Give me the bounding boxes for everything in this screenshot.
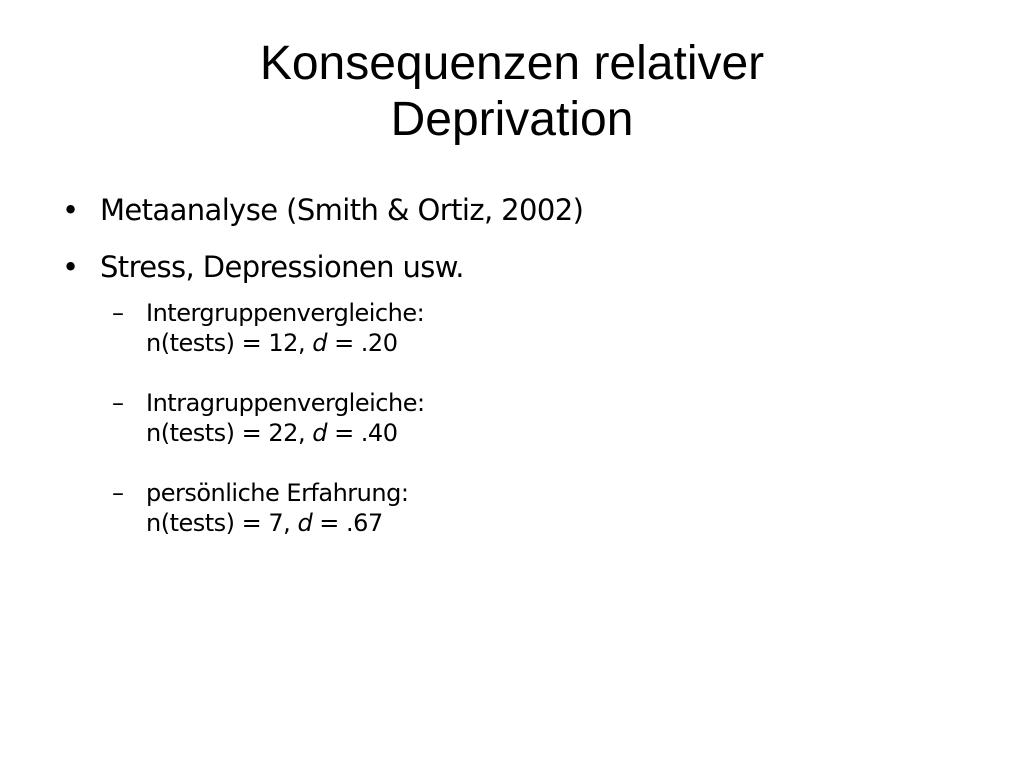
stat-suffix: = .67	[312, 509, 383, 537]
effect-size-symbol: d	[312, 419, 327, 447]
stat-prefix: n(tests) = 22,	[146, 419, 313, 447]
effect-size-symbol: d	[297, 509, 313, 537]
bullet-item	[0, 190, 1024, 230]
bullet-icon: •	[62, 193, 79, 227]
title-line-2: Deprivation	[390, 93, 634, 146]
stat-suffix: = .40	[326, 419, 398, 447]
bullet-text: Stress, Depressionen usw.	[100, 250, 464, 284]
effect-size-symbol: d	[312, 329, 327, 357]
bullet-item	[0, 247, 1024, 287]
sub-bullet-stat	[146, 418, 1024, 448]
dash-icon: –	[112, 389, 124, 417]
stat-prefix: n(tests) = 12,	[146, 329, 313, 357]
slide-title	[0, 36, 1024, 148]
dash-icon: –	[112, 299, 124, 327]
stat-prefix: n(tests) = 7,	[146, 509, 298, 537]
dash-icon: –	[112, 479, 124, 507]
sub-bullet-item	[0, 478, 1024, 538]
slide-body	[0, 190, 1024, 568]
sub-bullet-heading: Intergruppenvergleiche:	[146, 299, 425, 327]
sub-bullet-heading: Intragruppenvergleiche:	[146, 389, 425, 417]
stat-suffix: = .20	[326, 329, 398, 357]
title-line-1: Konsequenzen relativer	[259, 37, 765, 90]
sub-bullet-stat	[146, 328, 1024, 358]
sub-bullet-heading: persönliche Erfahrung:	[146, 479, 409, 507]
bullet-text: Metaanalyse (Smith & Ortiz, 2002)	[100, 193, 584, 227]
sub-bullet-item	[0, 388, 1024, 448]
sub-bullet-item	[0, 298, 1024, 358]
bullet-icon: •	[62, 250, 79, 284]
sub-bullet-stat	[146, 508, 1024, 538]
